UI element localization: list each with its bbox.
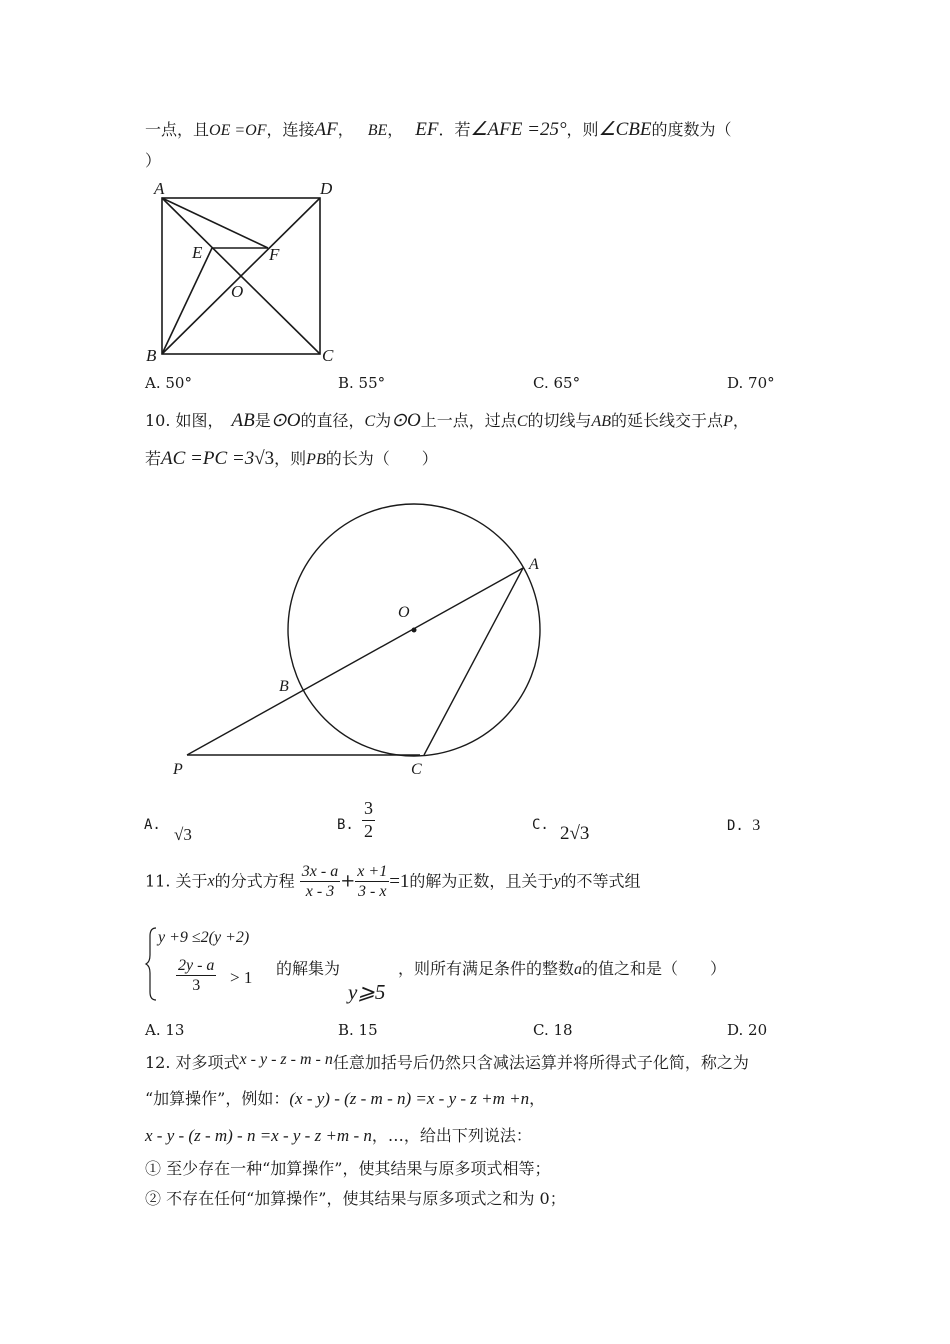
q10-text: 上一点，过点 — [420, 411, 517, 430]
q9-label-c: C — [322, 346, 334, 365]
q10-center-dot — [412, 628, 417, 633]
q10-option-b-label: B. — [337, 817, 354, 833]
q12-math-polynomial: x - y - z - m - n — [239, 1051, 333, 1068]
q10-text: 的长为（ ） — [325, 449, 438, 468]
q9-math-angle-cbe: ∠CBE — [598, 119, 652, 140]
q9-text: 的度数为（ — [651, 120, 732, 139]
q9-text: ，连接 — [266, 120, 315, 139]
q10-circle — [288, 504, 540, 756]
q11-option-d[interactable]: D. 20 — [727, 1021, 768, 1039]
q12-text: 任意加括号后仍然只含减法运算并将所得式子化简，称之为 — [332, 1053, 749, 1072]
q11-fraction-1 — [300, 862, 340, 901]
q11-option-c[interactable]: C. 18 — [533, 1021, 573, 1039]
q10-math-p: P — [723, 413, 733, 430]
q12-text: 12. 对多项式 — [145, 1053, 240, 1072]
q10-math-ac-pc: AC =PC =3 — [161, 448, 255, 469]
q10-option-a[interactable] — [144, 818, 161, 832]
q11-math-a: a — [574, 961, 583, 978]
q11-sys2-num: 2y - a — [176, 956, 216, 976]
q9-option-d[interactable]: D. 70° — [727, 374, 775, 392]
q10-stem-line1 — [145, 411, 749, 430]
q10-option-a-value: √3 — [174, 825, 192, 844]
q10-math-c: C — [364, 413, 376, 430]
q11-fraction-2 — [355, 862, 389, 901]
q9-math-be: BE — [367, 122, 388, 139]
q9-text: ．若 — [438, 120, 471, 139]
q12-statement-2: ② 不存在任何“加算操作”，使其结果与原多项式之和为 0； — [145, 1189, 566, 1208]
q10-option-d-label: D. — [727, 818, 744, 834]
q10-text: ， — [732, 411, 749, 430]
q11-system-row2-fraction — [176, 956, 216, 995]
q10-option-b-den: 2 — [364, 820, 373, 841]
q9-label-d: D — [320, 179, 333, 198]
q9-math-af: AF — [314, 119, 338, 140]
q11-frac2-den: 3 - x — [358, 883, 387, 901]
q10-label-c: C — [411, 761, 422, 778]
q10-math-pb: PB — [306, 451, 326, 468]
q11-stem-line2-tail — [398, 961, 726, 978]
q12-math-example1: (x - y) - (z - m - n) =x - y - z +m +n — [289, 1089, 530, 1108]
q10-text: 若 — [145, 449, 162, 468]
q11-option-a[interactable]: A. 13 — [145, 1021, 185, 1039]
q9-diagonal-ac — [162, 198, 320, 354]
q10-line-pa — [187, 568, 523, 755]
q10-label-p: P — [173, 761, 183, 778]
q10-label-b: B — [279, 678, 289, 695]
q11-text: 的值之和是（ ） — [582, 959, 727, 978]
q10-option-b-fraction — [362, 798, 375, 842]
q11-option-b[interactable]: B. 15 — [338, 1021, 378, 1039]
q9-text: ， — [387, 120, 404, 139]
q10-option-a-label: A. — [144, 817, 161, 833]
q9-option-c[interactable]: C. 65° — [533, 374, 581, 392]
q11-text: 的分式方程 — [214, 871, 295, 891]
q11-stem-line1 — [145, 862, 641, 901]
q11-system-row2-rhs: > 1 — [230, 968, 253, 987]
q11-plus: + — [340, 870, 356, 892]
q10-stem-line2 — [145, 449, 438, 468]
q10-text: 是 — [254, 411, 271, 430]
q10-math-sqrt3: √3 — [254, 448, 275, 469]
q9-text: 一点，且 — [145, 120, 210, 139]
q9-math-oe-of: OE =OF — [209, 122, 267, 139]
q9-label-b: B — [146, 346, 157, 365]
q9-label-a: A — [154, 179, 165, 198]
q10-option-b-num: 3 — [362, 798, 375, 821]
q11-frac2-num: x +1 — [355, 862, 389, 882]
q9-diagonal-bd — [162, 198, 320, 354]
q10-option-d-value: 3 — [752, 817, 761, 834]
q10-text: 的切线与 — [527, 411, 592, 430]
q10-math-ab2: AB — [591, 413, 612, 430]
q11-text: 的不等式组 — [560, 871, 641, 891]
q10-option-c-label: C. — [532, 817, 549, 833]
q11-text: 11. 关于 — [145, 871, 208, 891]
q11-text: ，则所有满足条件的整数 — [398, 959, 575, 978]
q11-eq-one: =1 — [389, 871, 410, 893]
q11-system-row1: y +9 ≤2(y +2) — [158, 929, 250, 946]
q10-option-c[interactable] — [532, 818, 549, 832]
q10-text: 的直径， — [300, 411, 365, 430]
q9-stem-line1 — [145, 120, 732, 139]
q10-text: ，则 — [274, 449, 307, 468]
q9-text: ，则 — [566, 120, 599, 139]
q9-label-o: O — [231, 282, 244, 301]
q10-math-c2: C — [516, 413, 528, 430]
q11-math-x: x — [207, 872, 215, 890]
q11-frac1-den: x - 3 — [305, 883, 335, 901]
q9-option-b[interactable]: B. 55° — [338, 374, 386, 392]
q12-stem-line1 — [145, 1051, 749, 1072]
q11-text: 的解为正数，且关于 — [409, 871, 554, 891]
q9-square — [162, 198, 320, 354]
q9-option-a[interactable]: A. 50° — [145, 374, 192, 392]
q12-stem-line3 — [145, 1127, 532, 1144]
q9-segment-be — [162, 248, 212, 354]
q11-math-y-geq-5: y⩾5 — [348, 980, 386, 1004]
q9-math-ef: EF — [415, 119, 439, 140]
q9-label-e: E — [192, 243, 203, 262]
q10-option-d[interactable] — [727, 818, 760, 834]
q9-label-f: F — [269, 245, 280, 264]
q10-label-a: A — [529, 556, 539, 573]
q10-text: 为 — [375, 411, 392, 430]
q12-statement-1: ① 至少存在一种“加算操作”，使其结果与原多项式相等； — [145, 1159, 551, 1178]
q10-option-b[interactable] — [337, 818, 354, 832]
q9-segment-af — [162, 198, 268, 248]
q9-text: ， — [337, 120, 354, 139]
q12-text: “加算操作”，例如： — [145, 1089, 290, 1108]
q12-stem-line2 — [145, 1090, 545, 1107]
q10-math-circle-o: ⊙O — [270, 410, 301, 431]
q11-sys2-den: 3 — [192, 977, 201, 995]
q9-stem-line2: ） — [145, 151, 162, 170]
q10-option-c-value: 2√3 — [560, 823, 590, 844]
q12-text: ， — [529, 1089, 546, 1108]
q9-math-angle-afe: ∠AFE =25° — [470, 119, 567, 140]
q11-text-solution-set: 的解集为 — [276, 959, 341, 978]
q10-label-o: O — [398, 604, 410, 621]
q11-math-y: y — [553, 872, 561, 890]
q10-text: 的延长线交于点 — [611, 411, 724, 430]
q10-line-ac — [424, 568, 523, 755]
q10-math-circle-o2: ⊙O — [391, 410, 421, 431]
q11-frac1-num: 3x - a — [300, 862, 340, 882]
q10-math-ab: AB — [231, 410, 255, 431]
q12-math-example2: x - y - (z - m) - n =x - y - z +m - n — [145, 1126, 372, 1145]
q12-text: ，…，给出下列说法： — [371, 1126, 532, 1145]
q10-text: 10. 如图， — [145, 411, 224, 430]
